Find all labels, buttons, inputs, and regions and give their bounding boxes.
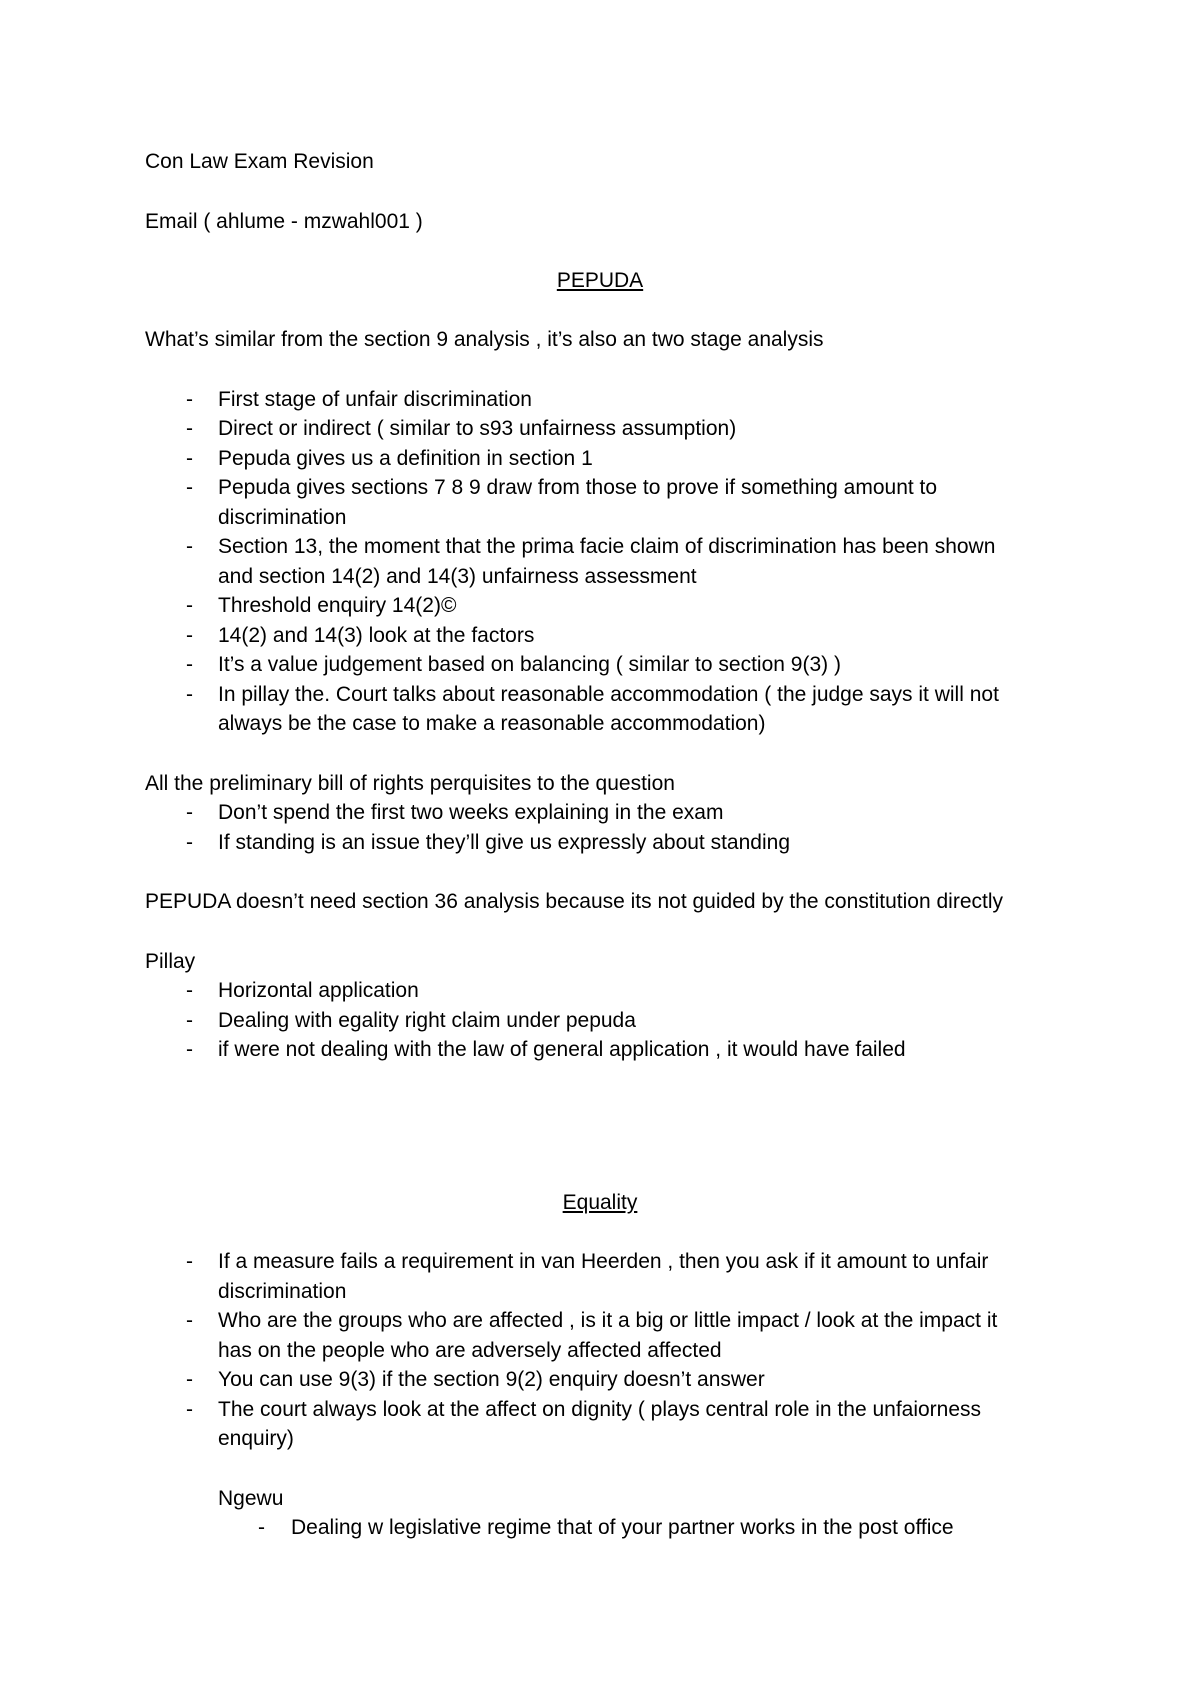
list-item: It’s a value judgement based on balancing ( similar to section 9(3) ) <box>218 653 841 676</box>
list-item: If standing is an issue they’ll give us expressly about standing <box>218 831 790 854</box>
bullet-dash: - <box>186 1038 193 1061</box>
email-line: Email ( ahlume - mzwahl001 ) <box>145 210 423 233</box>
bullet-dash: - <box>186 683 193 706</box>
list-item: First stage of unfair discrimination <box>218 388 532 411</box>
bullet-dash: - <box>186 535 193 558</box>
bullet-dash: - <box>186 1009 193 1032</box>
bullet-dash: - <box>186 624 193 647</box>
bullet-dash: - <box>186 801 193 824</box>
list-item: Pepuda gives sections 7 8 9 draw from those to prove if something amount to <box>218 476 938 499</box>
list-item: Direct or indirect ( similar to s93 unfairness assumption) <box>218 417 737 440</box>
pepuda-intro: What’s similar from the section 9 analysis , it’s also an two stage analysis <box>145 328 824 351</box>
list-item-continued: enquiry) <box>218 1427 294 1450</box>
list-item: Don’t spend the first two weeks explaining in the exam <box>218 801 724 824</box>
s36-line: PEPUDA doesn’t need section 36 analysis because its not guided by the constitution directly <box>145 890 1004 913</box>
list-item: Pepuda gives us a definition in section 1 <box>218 447 593 470</box>
equality-heading: Equality <box>562 1191 638 1214</box>
list-item: The court always look at the affect on dignity ( plays central role in the unfaiorness <box>218 1398 982 1421</box>
list-item-continued: always be the case to make a reasonable accommodation) <box>218 712 766 735</box>
list-item: You can use 9(3) if the section 9(2) enquiry doesn’t answer <box>218 1368 765 1391</box>
pepuda-heading: PEPUDA <box>556 269 644 292</box>
list-item: Dealing with egality right claim under pepuda <box>218 1009 636 1032</box>
bullet-dash: - <box>186 653 193 676</box>
list-item: Who are the groups who are affected , is it a big or little impact / look at the impact it <box>218 1309 998 1332</box>
list-item: Threshold enquiry 14(2)© <box>218 594 457 617</box>
bullet-dash: - <box>186 1368 193 1391</box>
list-item: Horizontal application <box>218 979 419 1002</box>
bullet-dash: - <box>186 1309 193 1332</box>
bullet-dash: - <box>186 1250 193 1273</box>
list-item-continued: discrimination <box>218 506 347 529</box>
ngewu-heading: Ngewu <box>218 1487 284 1510</box>
bullet-dash: - <box>186 594 193 617</box>
list-item: If a measure fails a requirement in van Heerden , then you ask if it amount to unfair <box>218 1250 989 1273</box>
list-item-continued: and section 14(2) and 14(3) unfairness assessment <box>218 565 697 588</box>
prelim-line: All the preliminary bill of rights perquisites to the question <box>145 772 675 795</box>
bullet-dash: - <box>186 417 193 440</box>
list-item: 14(2) and 14(3) look at the factors <box>218 624 535 647</box>
list-item: if were not dealing with the law of general application , it would have failed <box>218 1038 906 1061</box>
bullet-dash: - <box>186 476 193 499</box>
document-title: Con Law Exam Revision <box>145 150 374 173</box>
bullet-dash: - <box>258 1516 265 1539</box>
bullet-dash: - <box>186 979 193 1002</box>
pillay-heading: Pillay <box>145 950 196 973</box>
list-item-continued: has on the people who are adversely affected affected <box>218 1339 722 1362</box>
bullet-dash: - <box>186 447 193 470</box>
list-item: Section 13, the moment that the prima facie claim of discrimination has been shown <box>218 535 996 558</box>
bullet-dash: - <box>186 388 193 411</box>
list-item: Dealing w legislative regime that of your partner works in the post office <box>291 1516 954 1539</box>
bullet-dash: - <box>186 831 193 854</box>
list-item-continued: discrimination <box>218 1280 347 1303</box>
bullet-dash: - <box>186 1398 193 1421</box>
list-item: In pillay the. Court talks about reasonable accommodation ( the judge says it will not <box>218 683 999 706</box>
